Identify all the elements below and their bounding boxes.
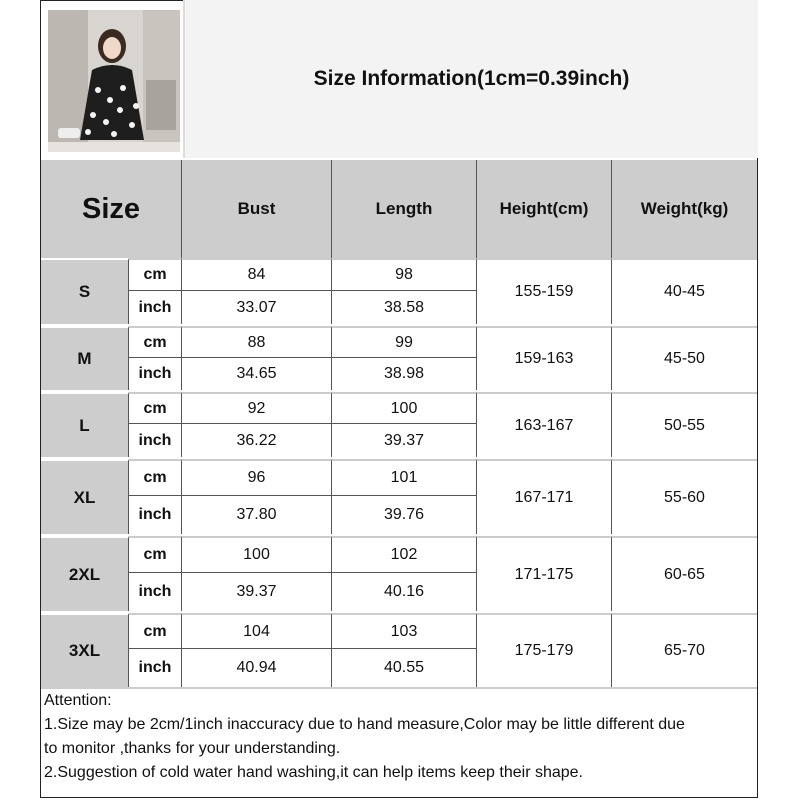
column-header-length: Length [332, 160, 477, 258]
height-range: 171-175 [477, 536, 612, 611]
bust-cm-value: 88 [182, 326, 332, 358]
bust-inch-value: 39.37 [182, 573, 332, 611]
height-range: 167-171 [477, 459, 612, 534]
attention-notes [44, 689, 754, 785]
size-label: 3XL [41, 613, 129, 687]
bust-inch-value: 36.22 [182, 424, 332, 457]
unit-label-inch: inch [129, 573, 182, 611]
bust-cm-value: 104 [182, 613, 332, 649]
model-photo-graphic [48, 10, 180, 152]
length-inch-value: 39.76 [332, 496, 477, 534]
size-label: M [41, 326, 129, 390]
length-inch-value: 40.55 [332, 649, 477, 687]
bust-inch-value: 37.80 [182, 496, 332, 534]
bust-cm-value: 96 [182, 459, 332, 496]
unit-label-inch: inch [129, 424, 182, 457]
unit-label-inch: inch [129, 291, 182, 324]
notes-line-3: 2.Suggestion of cold water hand washing,it can help items keep their shape. [44, 764, 583, 781]
weight-range: 55-60 [612, 459, 757, 534]
unit-label-cm: cm [129, 459, 182, 496]
bust-inch-value: 34.65 [182, 358, 332, 390]
length-cm-value: 101 [332, 459, 477, 496]
weight-range: 50-55 [612, 392, 757, 457]
length-cm-value: 102 [332, 536, 477, 573]
unit-label-cm: cm [129, 536, 182, 573]
weight-range: 40-45 [612, 258, 757, 324]
unit-label-cm: cm [129, 326, 182, 358]
bust-inch-value: 33.07 [182, 291, 332, 324]
height-range: 159-163 [477, 326, 612, 390]
unit-label-inch: inch [129, 649, 182, 687]
size-label: XL [41, 459, 129, 534]
length-cm-value: 100 [332, 392, 477, 424]
length-inch-value: 38.98 [332, 358, 477, 390]
length-inch-value: 38.58 [332, 291, 477, 324]
bust-inch-value: 40.94 [182, 649, 332, 687]
weight-range: 65-70 [612, 613, 757, 687]
length-cm-value: 99 [332, 326, 477, 358]
length-cm-value: 103 [332, 613, 477, 649]
bust-cm-value: 100 [182, 536, 332, 573]
size-label: S [41, 258, 129, 324]
unit-label-inch: inch [129, 496, 182, 534]
page-title: Size Information(1cm=0.39inch) [183, 0, 758, 158]
length-inch-value: 40.16 [332, 573, 477, 611]
notes-line-2: to monitor ,thanks for your understanding. [44, 740, 341, 757]
unit-label-cm: cm [129, 392, 182, 424]
height-range: 175-179 [477, 613, 612, 687]
length-cm-value: 98 [332, 258, 477, 291]
size-header: Size [41, 160, 182, 258]
height-range: 163-167 [477, 392, 612, 457]
unit-label-cm: cm [129, 613, 182, 649]
size-label: L [41, 392, 129, 457]
column-header-height: Height(cm) [477, 160, 612, 258]
weight-range: 45-50 [612, 326, 757, 390]
unit-label-inch: inch [129, 358, 182, 390]
length-inch-value: 39.37 [332, 424, 477, 457]
column-header-weight: Weight(kg) [612, 160, 757, 258]
size-label: 2XL [41, 536, 129, 611]
model-photo [48, 10, 180, 152]
bust-cm-value: 92 [182, 392, 332, 424]
height-range: 155-159 [477, 258, 612, 324]
weight-range: 60-65 [612, 536, 757, 611]
notes-line-1: 1.Size may be 2cm/1inch inaccuracy due to hand measure,Color may be little different due [44, 716, 685, 733]
bust-cm-value: 84 [182, 258, 332, 291]
notes-heading: Attention: [44, 692, 112, 709]
column-header-bust: Bust [182, 160, 332, 258]
unit-label-cm: cm [129, 258, 182, 291]
